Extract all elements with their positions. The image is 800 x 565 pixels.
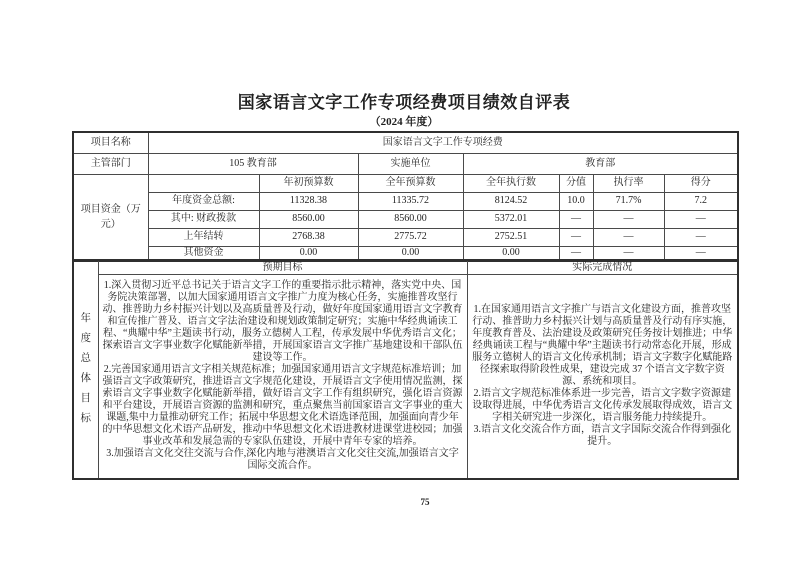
dept-value: 105 教育部 bbox=[148, 153, 358, 174]
fund-cell: — bbox=[664, 246, 738, 261]
annual-goal-vertical-label-text: 年度总体目标 bbox=[80, 313, 91, 425]
fund-cell: 2775.72 bbox=[358, 228, 463, 246]
fund-cell: — bbox=[664, 210, 738, 228]
fund-cell: 0.00 bbox=[358, 246, 463, 261]
fund-cell: 11328.38 bbox=[259, 192, 358, 210]
fund-cell: 71.7% bbox=[593, 192, 664, 210]
fund-cell: 0.00 bbox=[463, 246, 559, 261]
actual-completion-paragraph-2: 2.语言文字规范标准体系进一步完善，语言文字数字资源建设取得进展，中华优秀语言文化传承发展取得成效，语言文字相关研究进一步深化，语言服务能力持续提升。 bbox=[472, 388, 733, 424]
fund-cell: 0.00 bbox=[259, 246, 358, 261]
fund-row-label: 上年结转 bbox=[148, 228, 259, 246]
impl-label: 实施单位 bbox=[358, 153, 463, 174]
fund-cell: 10.0 bbox=[559, 192, 593, 210]
funds-label-cell: 项目资金（万元） bbox=[73, 174, 148, 261]
fund-cell: 11335.72 bbox=[358, 192, 463, 210]
fund-cell: 8560.00 bbox=[358, 210, 463, 228]
col-header-budget-initial: 年初预算数 bbox=[259, 174, 358, 192]
fund-cell: 2768.38 bbox=[259, 228, 358, 246]
page-number: 75 bbox=[420, 497, 430, 507]
fund-row-label: 其他资金 bbox=[148, 246, 259, 261]
col-header-executed: 全年执行数 bbox=[463, 174, 559, 192]
fund-cell: 2752.51 bbox=[463, 228, 559, 246]
col-header-score: 得分 bbox=[664, 174, 738, 192]
dept-label: 主管部门 bbox=[73, 153, 148, 174]
goals-header-row bbox=[73, 260, 738, 275]
annual-goals-table bbox=[72, 259, 739, 480]
fund-cell: 8124.52 bbox=[463, 192, 559, 210]
fund-cell: — bbox=[559, 228, 593, 246]
fund-row-label: 年度资金总额: bbox=[148, 192, 259, 210]
fund-cell: — bbox=[664, 228, 738, 246]
actual-completion-paragraph-1: 1.在国家通用语言文字推广与语言文化建设方面，推普攻坚行动、推普助力乡村振兴计划与高质量普及行动有序实施，年度教育普及、法治建设及政策研究任务按计划推进；中华经典诵读工程与“典耀中华”主题读书行动常态化开展，形成服务立德树人的语言文化传承机制；语言文字数字化赋能路径探索取得阶段性成果，建设完成 37 个语言文字数字资源、系统和项目。 bbox=[472, 304, 733, 388]
col-header-points: 分值 bbox=[559, 174, 593, 192]
expected-goal-paragraph-3: 3.加强语言文化交往交流与合作,深化内地与港澳语言文化交往交流,加强语言文字国际交流合作。 bbox=[106, 448, 459, 472]
actual-completion-header: 实际完成情况 bbox=[467, 260, 738, 275]
impl-value: 教育部 bbox=[463, 153, 738, 174]
fund-cell: — bbox=[593, 228, 664, 246]
actual-completion-paragraph-3: 3.语言文化交流合作方面，语言文字国际交流合作得到强化提升。 bbox=[473, 424, 731, 448]
funds-header-empty-cell bbox=[148, 174, 259, 192]
project-name-value: 国家语言文字工作专项经费 bbox=[148, 132, 738, 153]
funds-header-row bbox=[73, 174, 738, 192]
fund-cell: 5372.01 bbox=[463, 210, 559, 228]
fund-cell: — bbox=[559, 246, 593, 261]
expected-goal-header: 预期目标 bbox=[98, 260, 467, 275]
fund-cell: — bbox=[593, 246, 664, 261]
expected-goal-cell bbox=[98, 275, 467, 479]
project-name-label: 项目名称 bbox=[73, 132, 148, 153]
expected-goal-paragraph-1: 1.深入贯彻习近平总书记关于语言文字工作的重要指示批示精神，落实党中央、国务院决策部署，以加大国家通用语言文字推广力度为核心任务，实施推普攻坚行动、推普助力乡村振兴计划以及高质量普及行动，做好年度国家通用语言文字教育和宣传推广普及、语言文字法治建设和规划政策制定研究；实施中华经典诵读工程、“典耀中华”主题读书行动，服务立德树人工程，传承发展中华优秀语言文化；探索语言文字事业数字化赋能新举措，开展国家语言文字推广基地建设和干部队伍建设等工作。 bbox=[102, 280, 463, 364]
doc-subtitle: （2024 年度） bbox=[369, 116, 439, 128]
actual-completion-cell bbox=[467, 275, 738, 479]
fund-cell: — bbox=[559, 210, 593, 228]
fund-cell: 7.2 bbox=[664, 192, 738, 210]
fund-row-carryover bbox=[73, 228, 738, 246]
project-name-row bbox=[73, 132, 738, 153]
col-header-budget-annual: 全年预算数 bbox=[358, 174, 463, 192]
fund-cell: 8560.00 bbox=[259, 210, 358, 228]
fund-row-appropriation bbox=[73, 210, 738, 228]
annual-goal-vertical-label bbox=[73, 260, 98, 479]
project-info-table bbox=[72, 131, 739, 262]
doc-title: 国家语言文字工作专项经费项目绩效自评表 bbox=[237, 93, 571, 112]
fund-row-label: 其中: 财政拨款 bbox=[148, 210, 259, 228]
department-row bbox=[73, 153, 738, 174]
fund-cell: — bbox=[593, 210, 664, 228]
goals-body-row bbox=[73, 275, 738, 479]
fund-row-total bbox=[73, 192, 738, 210]
expected-goal-paragraph-2: 2.完善国家通用语言文字相关规范标准；加强国家通用语言文字规范标准培训；加强语言文字政策研究，推进语言文字规范化建设，开展语言文字使用情况监测，探索语言文字事业数字化赋能新举措，做好语言文字工作有组织研究，强化语言资源和平台建设，开展语言资源的监测和研究，重点聚焦当前国家语言文字事业的重大课题,集中力量推动研究工作；拓展中华思想文化术语选译范围，加强面向青少年的中华思想文化术语产品研发，推动中华思想文化术语进教材进课堂进校园；加强事业改革和发展急需的专家队伍建设，开展中青年专家的培养。 bbox=[102, 364, 463, 448]
col-header-exec-rate: 执行率 bbox=[593, 174, 664, 192]
